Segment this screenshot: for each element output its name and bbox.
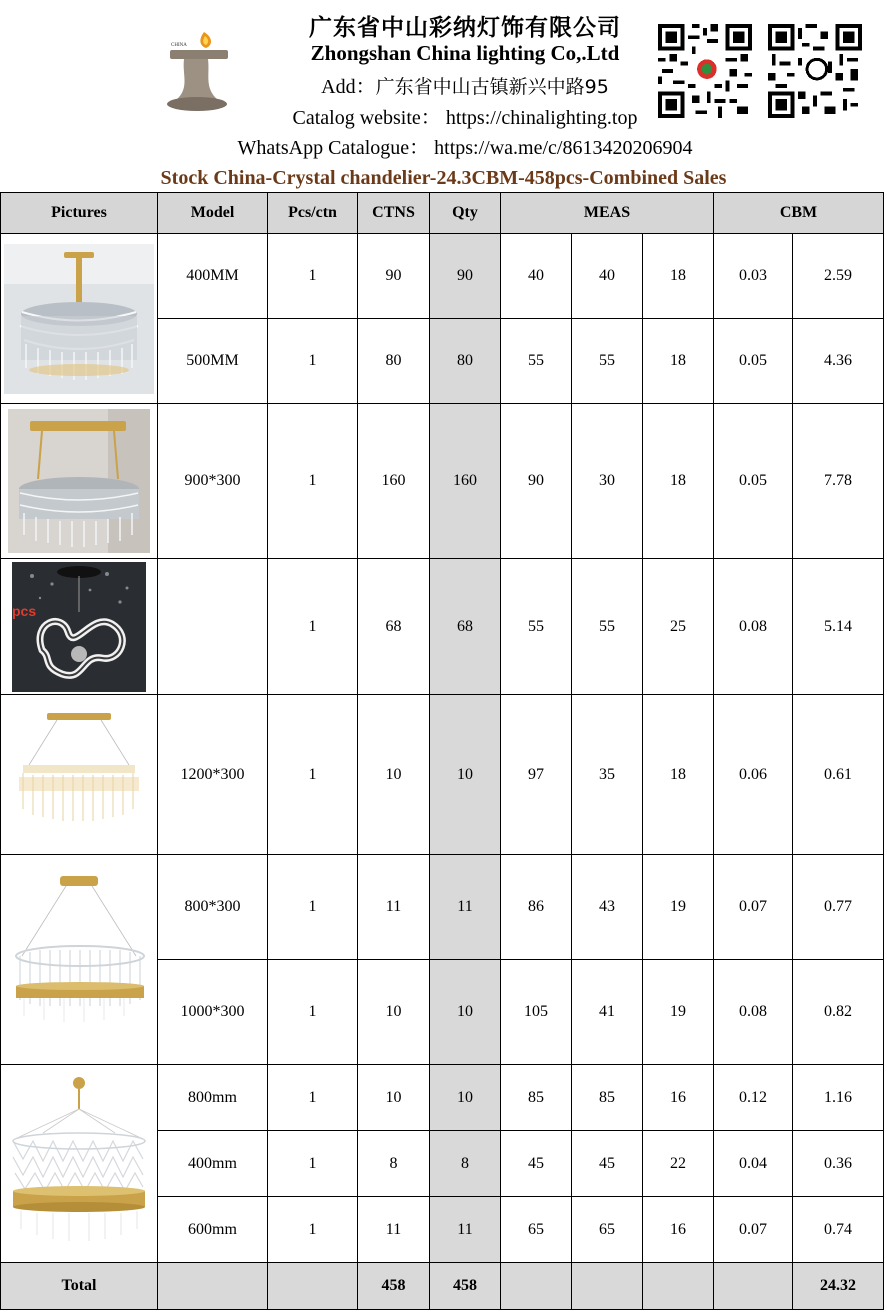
product-image-round-crystal [1, 234, 158, 404]
cell-model: 500MM [158, 319, 268, 404]
cell-ctns: 8 [358, 1131, 430, 1197]
cell-meas-w: 85 [572, 1065, 643, 1131]
cell-pcs: 1 [268, 960, 358, 1065]
cell-meas-w: 55 [572, 559, 643, 695]
cell-meas-w: 45 [572, 1131, 643, 1197]
cell-cbm-total: 5.14 [793, 559, 884, 695]
whatsapp-link[interactable]: https://wa.me/c/8613420206904 [434, 137, 693, 159]
cell-pcs: 1 [268, 319, 358, 404]
cell-cbm-total: 0.61 [793, 695, 884, 855]
col-model: Model [158, 193, 268, 234]
cell-meas-l: 55 [501, 559, 572, 695]
logo-text: CHINA [171, 43, 187, 48]
cell-cbm-total: 0.77 [793, 855, 884, 960]
company-name-cn: 广东省中山彩纳灯饰有限公司 [309, 15, 621, 41]
cell-qty: 80 [430, 319, 501, 404]
cell-meas-h: 22 [643, 1131, 714, 1197]
cell-cbm-unit: 0.04 [714, 1131, 793, 1197]
cell-qty: 11 [430, 855, 501, 960]
cell-model: 400MM [158, 234, 268, 319]
catalog-label: Catalog website： [292, 107, 441, 129]
cell-model: 400mm [158, 1131, 268, 1197]
sheet-title: Stock China-Crystal chandelier-24.3CBM-458pcs-Combined Sales [160, 167, 727, 189]
total-row [1, 1263, 884, 1310]
cell-cbm-total: 0.74 [793, 1197, 884, 1263]
cell-pcs: 1 [268, 695, 358, 855]
cell-meas-h: 18 [643, 695, 714, 855]
cell-ctns: 80 [358, 319, 430, 404]
cell-cbm-total: 7.78 [793, 404, 884, 559]
cell-meas-w: 30 [572, 404, 643, 559]
cell-cbm-total: 1.16 [793, 1065, 884, 1131]
address-value: 广东省中山古镇新兴中路95 [375, 76, 609, 98]
cell-meas-l: 55 [501, 319, 572, 404]
col-meas: MEAS [501, 193, 714, 234]
total-meas-w-empty [572, 1263, 643, 1310]
cell-meas-l: 97 [501, 695, 572, 855]
cell-meas-l: 40 [501, 234, 572, 319]
col-ctns: CTNS [358, 193, 430, 234]
total-cbm: 24.32 [793, 1263, 884, 1310]
product-image-oval-gold-ring [1, 855, 158, 1065]
cell-cbm-total: 2.59 [793, 234, 884, 319]
product-image-round-gold-ring [1, 1065, 158, 1263]
cell-model: 800mm [158, 1065, 268, 1131]
cell-model: 900*300 [158, 404, 268, 559]
cell-meas-h: 18 [643, 234, 714, 319]
total-pcs-empty [268, 1263, 358, 1310]
cell-meas-l: 86 [501, 855, 572, 960]
cell-meas-h: 25 [643, 559, 714, 695]
cell-meas-w: 65 [572, 1197, 643, 1263]
cell-ctns: 11 [358, 1197, 430, 1263]
total-meas-l-empty [501, 1263, 572, 1310]
cell-meas-w: 35 [572, 695, 643, 855]
product-table [0, 192, 884, 1310]
cell-cbm-unit: 0.07 [714, 1197, 793, 1263]
cell-meas-l: 45 [501, 1131, 572, 1197]
total-model-empty [158, 1263, 268, 1310]
address-label: Add： [321, 76, 376, 98]
cell-meas-h: 16 [643, 1197, 714, 1263]
cell-qty: 8 [430, 1131, 501, 1197]
table-row [1, 234, 884, 319]
cell-ctns: 10 [358, 960, 430, 1065]
cell-model: 1000*300 [158, 960, 268, 1065]
company-name-en: Zhongshan China lighting Co,.Ltd [310, 41, 620, 65]
cell-meas-l: 65 [501, 1197, 572, 1263]
cell-cbm-unit: 0.03 [714, 234, 793, 319]
whatsapp-label: WhatsApp Catalogue： [237, 137, 430, 159]
cell-pcs: 1 [268, 1065, 358, 1131]
table-row [1, 855, 884, 960]
cell-ctns: 160 [358, 404, 430, 559]
cell-cbm-unit: 0.07 [714, 855, 793, 960]
cell-meas-w: 55 [572, 319, 643, 404]
cell-cbm-unit: 0.12 [714, 1065, 793, 1131]
total-cbm-unit-empty [714, 1263, 793, 1310]
cell-model: 800*300 [158, 855, 268, 960]
letterhead [0, 0, 887, 163]
product-image-linear-crystal [1, 404, 158, 559]
cell-meas-h: 16 [643, 1065, 714, 1131]
qr-code-catalog-icon [658, 24, 752, 118]
cell-meas-l: 85 [501, 1065, 572, 1131]
col-qty: Qty [430, 193, 501, 234]
cell-qty: 11 [430, 1197, 501, 1263]
cell-pcs: 1 [268, 559, 358, 695]
cell-cbm-unit: 0.06 [714, 695, 793, 855]
cell-model [158, 559, 268, 695]
cell-qty: 10 [430, 960, 501, 1065]
cell-qty: 10 [430, 695, 501, 855]
cell-cbm-unit: 0.05 [714, 319, 793, 404]
cell-cbm-unit: 0.08 [714, 960, 793, 1065]
cell-qty: 10 [430, 1065, 501, 1131]
whatsapp-line [180, 131, 750, 160]
pcs-badge: pcs [12, 602, 37, 619]
cell-cbm-total: 4.36 [793, 319, 884, 404]
cell-meas-w: 41 [572, 960, 643, 1065]
cell-meas-w: 40 [572, 234, 643, 319]
col-pcs-ctn: Pcs/ctn [268, 193, 358, 234]
cell-ctns: 10 [358, 1065, 430, 1131]
cell-meas-h: 19 [643, 960, 714, 1065]
cell-qty: 160 [430, 404, 501, 559]
total-meas-h-empty [643, 1263, 714, 1310]
table-row [1, 559, 884, 695]
cell-pcs: 1 [268, 404, 358, 559]
cell-cbm-unit: 0.05 [714, 404, 793, 559]
cell-cbm-unit: 0.08 [714, 559, 793, 695]
table-row [1, 695, 884, 855]
qr-code-whatsapp-icon [768, 24, 862, 118]
table-header [1, 193, 884, 234]
total-label: Total [1, 1263, 158, 1310]
cell-ctns: 10 [358, 695, 430, 855]
product-image-led-ring [1, 559, 158, 695]
total-ctns: 458 [358, 1263, 430, 1310]
cell-cbm-total: 0.82 [793, 960, 884, 1065]
col-pictures: Pictures [1, 193, 158, 234]
col-cbm: CBM [714, 193, 884, 234]
cell-ctns: 90 [358, 234, 430, 319]
table-row [1, 404, 884, 559]
cell-pcs: 1 [268, 855, 358, 960]
catalog-link[interactable]: https://chinalighting.top [445, 107, 638, 129]
cell-meas-l: 105 [501, 960, 572, 1065]
cell-ctns: 68 [358, 559, 430, 695]
cell-model: 1200*300 [158, 695, 268, 855]
cell-pcs: 1 [268, 1197, 358, 1263]
cell-meas-h: 19 [643, 855, 714, 960]
cell-model: 600mm [158, 1197, 268, 1263]
cell-cbm-total: 0.36 [793, 1131, 884, 1197]
cell-meas-h: 18 [643, 404, 714, 559]
cell-meas-l: 90 [501, 404, 572, 559]
total-qty: 458 [430, 1263, 501, 1310]
cell-ctns: 11 [358, 855, 430, 960]
cell-meas-w: 43 [572, 855, 643, 960]
table-row [1, 1065, 884, 1131]
cell-pcs: 1 [268, 1131, 358, 1197]
cell-qty: 90 [430, 234, 501, 319]
cell-qty: 68 [430, 559, 501, 695]
product-image-long-crystal [1, 695, 158, 855]
cell-meas-h: 18 [643, 319, 714, 404]
cell-pcs: 1 [268, 234, 358, 319]
